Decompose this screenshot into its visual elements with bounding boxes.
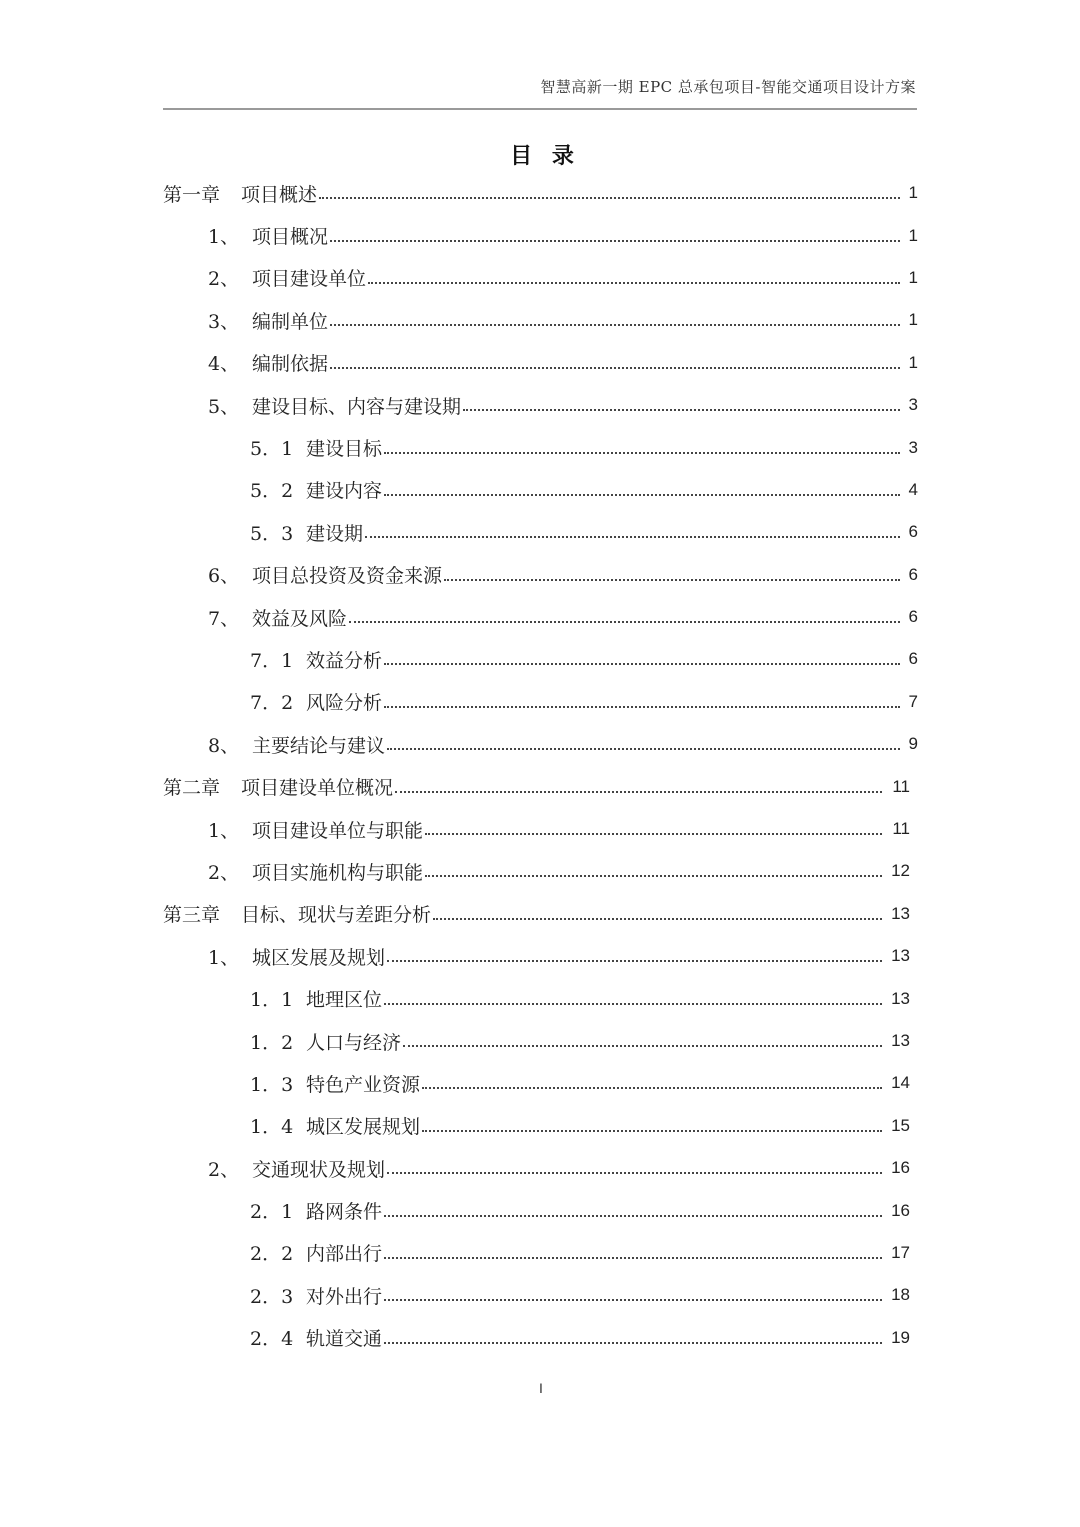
toc-entry-page-number: 13 — [891, 1031, 910, 1050]
toc-entry-title: 路网条件 — [306, 1201, 383, 1224]
toc-entry-page-number: 16 — [891, 1158, 910, 1178]
toc-entry-title: 项目实施机构与职能 — [252, 861, 424, 884]
toc-entry-page-number: 7 — [908, 691, 918, 711]
toc-entry-page-number: 19 — [891, 1327, 910, 1347]
toc-entry-page-number: 1 — [908, 267, 918, 287]
toc-entry-number: 1、 — [208, 819, 240, 842]
toc-entry[interactable] — [163, 214, 918, 256]
toc-entry-number: 5．3 — [250, 522, 294, 545]
toc-entry[interactable] — [163, 1189, 918, 1231]
toc-entry-title: 内部出行 — [306, 1243, 383, 1266]
toc-entry[interactable] — [163, 850, 918, 892]
toc-dot-leader — [387, 748, 900, 750]
toc-dot-leader — [425, 833, 882, 835]
toc-entry-title: 效益及风险 — [252, 607, 348, 630]
toc-entry-title: 效益分析 — [306, 649, 383, 672]
toc-entry[interactable] — [163, 596, 918, 638]
toc-entry-page-number: 1 — [908, 352, 918, 372]
toc-entry[interactable] — [163, 426, 918, 468]
toc-entry-number: 2、 — [208, 861, 240, 884]
toc-entry[interactable] — [163, 299, 918, 341]
toc-entry-number: 2．2 — [250, 1243, 294, 1266]
toc-dot-leader — [384, 1299, 882, 1301]
toc-entry-page-number: 17 — [891, 1242, 910, 1262]
toc-entry-number: 2．1 — [250, 1201, 294, 1224]
toc-entry[interactable] — [163, 554, 918, 596]
toc-dot-leader — [384, 706, 900, 708]
toc-entry-title: 人口与经济 — [306, 1031, 402, 1054]
toc-dot-leader — [384, 1215, 882, 1217]
toc-entry-number: 4、 — [208, 353, 240, 376]
toc-entry-page-number: 16 — [891, 1200, 910, 1220]
toc-entry-page-number: 14 — [891, 1073, 910, 1093]
toc-dot-leader — [425, 875, 882, 877]
toc-entry-page-number: 11 — [892, 819, 910, 839]
toc-entry-title: 建设期 — [306, 522, 364, 545]
toc-entry[interactable] — [163, 1317, 918, 1359]
toc-entry-title: 编制依据 — [252, 353, 329, 376]
toc-entry-title: 目标、现状与差距分析 — [241, 904, 432, 927]
toc-entry-page-number: 3 — [908, 437, 918, 457]
toc-entry[interactable] — [163, 808, 918, 850]
toc-entry-number: 7．1 — [250, 649, 294, 672]
toc-entry[interactable] — [163, 257, 918, 299]
toc-dot-leader — [365, 536, 900, 538]
toc-entry-number: 2．3 — [250, 1285, 294, 1308]
toc-entry-title: 建设目标 — [306, 438, 383, 461]
toc-entry-page-number: 1 — [908, 310, 918, 330]
header-divider — [163, 108, 917, 110]
toc-entry-page-number: 6 — [908, 649, 918, 669]
toc-entry-page-number: 4 — [908, 479, 918, 499]
toc-entry-number: 3、 — [208, 310, 240, 333]
toc-entry-page-number: 6 — [908, 607, 918, 627]
toc-entry-number: 第三章 — [163, 904, 221, 927]
toc-dot-leader — [444, 579, 900, 581]
toc-entry-number: 5．1 — [250, 438, 294, 461]
toc-entry[interactable] — [163, 1062, 918, 1104]
toc-entry-number: 第一章 — [163, 183, 221, 206]
toc-dot-leader — [422, 1130, 882, 1132]
toc-entry-page-number: 11 — [892, 776, 910, 796]
toc-title: 目 录 — [510, 143, 580, 169]
toc-entry-title: 项目建设单位概况 — [241, 777, 394, 800]
toc-dot-leader — [384, 1257, 882, 1259]
toc-dot-leader — [422, 1087, 882, 1089]
toc-entry-title: 主要结论与建议 — [252, 734, 386, 757]
toc-entry[interactable] — [163, 935, 918, 977]
toc-dot-leader — [384, 663, 900, 665]
toc-entry[interactable] — [163, 384, 918, 426]
toc-entry-page-number: 13 — [891, 946, 910, 966]
toc-entry[interactable] — [163, 681, 918, 723]
toc-dot-leader — [330, 240, 900, 242]
toc-dot-leader — [403, 1045, 882, 1047]
toc-dot-leader — [384, 1003, 882, 1005]
toc-entry-number: 1．2 — [250, 1031, 294, 1054]
toc-dot-leader — [384, 494, 900, 496]
toc-entry[interactable] — [163, 893, 918, 935]
toc-entry[interactable] — [163, 1232, 918, 1274]
toc-entry-number: 1．3 — [250, 1073, 294, 1096]
toc-entry-title: 地理区位 — [306, 989, 383, 1012]
toc-entry-title: 风险分析 — [306, 692, 383, 715]
toc-entry-title: 项目概况 — [252, 226, 329, 249]
toc-entry-page-number: 9 — [908, 734, 918, 754]
toc-dot-leader — [319, 197, 900, 199]
toc-entry-title: 城区发展规划 — [306, 1116, 421, 1139]
toc-entry-title: 项目建设单位 — [252, 268, 367, 291]
toc-dot-leader — [433, 918, 882, 920]
toc-entry-title: 建设目标、内容与建设期 — [252, 395, 462, 418]
toc-entry-title: 特色产业资源 — [306, 1073, 421, 1096]
toc-dot-leader — [463, 409, 900, 411]
toc-entry-number: 2．4 — [250, 1328, 294, 1351]
toc-entry-page-number: 3 — [908, 395, 918, 415]
toc-entry-number: 6、 — [208, 565, 240, 588]
toc-dot-leader — [330, 324, 900, 326]
toc-entry[interactable] — [163, 469, 918, 511]
toc-entry-number: 1、 — [208, 946, 240, 969]
toc-entry-number: 1．1 — [250, 989, 294, 1012]
toc-entry-number: 7、 — [208, 607, 240, 630]
toc-entry-title: 编制单位 — [252, 310, 329, 333]
toc-entry-number: 7．2 — [250, 692, 294, 715]
toc-entry-number: 5、 — [208, 395, 240, 418]
toc-entry-title: 城区发展及规划 — [252, 946, 386, 969]
toc-dot-leader — [387, 960, 882, 962]
toc-entry-number: 第二章 — [163, 777, 221, 800]
toc-entry-title: 项目总投资及资金来源 — [252, 565, 443, 588]
toc-entry[interactable] — [163, 765, 918, 807]
toc-entry-title: 项目概述 — [241, 183, 318, 206]
toc-entry-number: 2、 — [208, 268, 240, 291]
toc-entry[interactable] — [163, 1105, 918, 1147]
toc-entry[interactable] — [163, 1020, 918, 1062]
toc-entry-page-number: 12 — [891, 861, 910, 881]
toc-entry-page-number: 18 — [891, 1285, 910, 1305]
toc-entry-number: 1、 — [208, 226, 240, 249]
toc-entry[interactable] — [163, 511, 918, 553]
toc-entry-page-number: 6 — [908, 522, 918, 542]
toc-entry-number: 5．2 — [250, 480, 294, 503]
running-header: 智慧高新一期 EPC 总承包项目-智能交通项目设计方案 — [540, 78, 916, 96]
toc-entry-page-number: 15 — [891, 1115, 910, 1135]
toc-entry-number: 1．4 — [250, 1116, 294, 1139]
toc-entry-title: 轨道交通 — [306, 1328, 383, 1351]
toc-entry-title: 项目建设单位与职能 — [252, 819, 424, 842]
toc-dot-leader — [395, 791, 882, 793]
toc-entry[interactable] — [163, 723, 918, 765]
toc-dot-leader — [368, 282, 900, 284]
toc-dot-leader — [387, 1172, 882, 1174]
toc-entry-title: 建设内容 — [306, 480, 383, 503]
toc-entry-page-number: 13 — [891, 988, 910, 1008]
toc-dot-leader — [349, 621, 900, 623]
toc-entry-number: 2、 — [208, 1158, 240, 1181]
toc-entry[interactable] — [163, 977, 918, 1019]
toc-dot-leader — [384, 452, 900, 454]
toc-entry-page-number: 13 — [891, 903, 910, 923]
toc-entry[interactable] — [163, 638, 918, 680]
toc-entry-page-number: 1 — [908, 183, 918, 203]
toc-entry-number: 8、 — [208, 734, 240, 757]
page-number-footer: I — [539, 1380, 543, 1396]
toc-entry-title: 交通现状及规划 — [252, 1158, 386, 1181]
toc-entry-title: 对外出行 — [306, 1285, 383, 1308]
toc-entry[interactable] — [163, 1274, 918, 1316]
toc-entry-page-number: 6 — [908, 564, 918, 584]
toc-entry[interactable] — [163, 172, 918, 214]
toc-entry[interactable] — [163, 1147, 918, 1189]
toc-entry-page-number: 1 — [908, 225, 918, 245]
toc-dot-leader — [330, 367, 900, 369]
table-of-contents — [163, 172, 918, 1359]
toc-entry[interactable] — [163, 342, 918, 384]
toc-dot-leader — [384, 1342, 882, 1344]
